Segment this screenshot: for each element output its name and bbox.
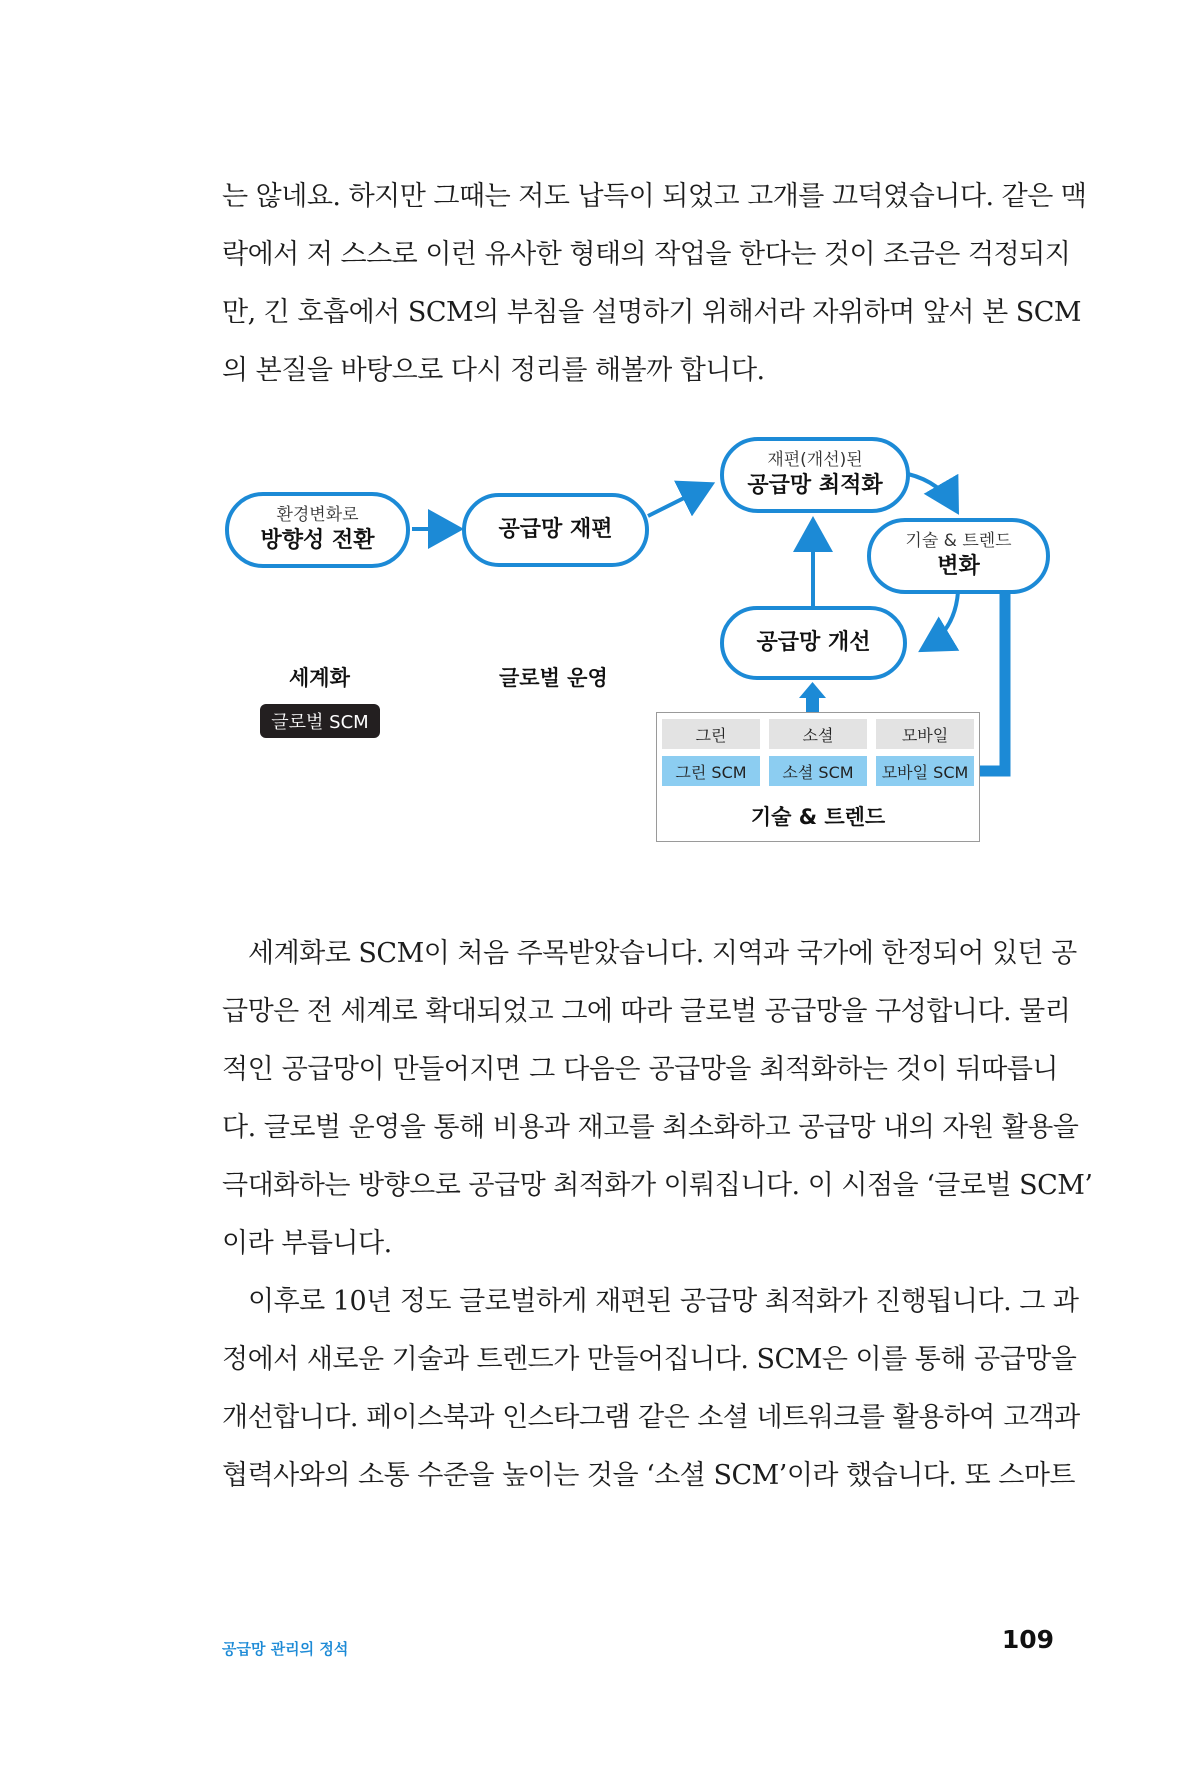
connector-trend-to-change (980, 594, 1005, 771)
node-big-text: 방향성 전환 (260, 528, 375, 553)
trend-cell-mobile-scm: 모바일 SCM (876, 756, 974, 786)
text-line: 는 않네요. 하지만 그때는 저도 납득이 되었고 고개를 끄덕였습니다. 같은 맥 (222, 181, 1087, 212)
node-big-text: 공급망 재편 (498, 517, 613, 542)
text-line: 의 본질을 바탕으로 다시 정리를 해볼까 합니다. (222, 355, 765, 386)
page-number: 109 (1001, 1625, 1054, 1654)
text-line: 개선합니다. 페이스북과 인스타그램 같은 소셜 네트워크를 활용하여 고객과 (222, 1402, 1080, 1433)
label-globalization: 세계화 (289, 666, 350, 690)
tech-trend-box (656, 712, 980, 842)
trend-box-title: 기술 & 트렌드 (750, 805, 886, 829)
label-global-operation: 글로벌 운영 (499, 666, 608, 690)
arrow-trend-to-improve-shaft (806, 694, 819, 712)
node-small-text: 재편(개선)된 (767, 450, 863, 470)
node-big-text: 공급망 최적화 (747, 473, 883, 498)
text-line: 만, 긴 호흡에서 SCM의 부침을 설명하기 위해서라 자위하며 앞서 본 SCM (222, 297, 1082, 328)
paragraph-top (222, 168, 1087, 400)
tag-global-scm: 글로벌 SCM (260, 704, 380, 738)
text-line: 다. 글로벌 운영을 통해 비용과 재고를 최소화하고 공급망 내의 자원 활용을 (222, 1112, 1079, 1143)
text-line: 이라 부릅니다. (222, 1228, 392, 1259)
text-line: 협력사와의 소통 수준을 높이는 것을 ‘소셜 SCM’이라 했습니다. 또 스마트 (222, 1460, 1076, 1491)
node-direction-change (225, 492, 410, 568)
node-big-text: 변화 (937, 554, 980, 579)
arrow-trend-to-improve-head (799, 682, 826, 698)
footer-book-title: 공급망 관리의 정석 (222, 1640, 349, 1658)
trend-cell-green: 그린 (662, 719, 760, 749)
paragraph-bottom-2 (222, 1273, 1080, 1505)
node-small-text: 기술 & 트렌드 (905, 531, 1012, 551)
trend-cell-mobile: 모바일 (876, 719, 974, 749)
trend-cell-social-scm: 소셜 SCM (769, 756, 867, 786)
paragraph-bottom-1 (222, 925, 1093, 1273)
text-line: 적인 공급망이 만들어지면 그 다음은 공급망을 최적화하는 것이 뒤따릅니 (222, 1054, 1058, 1085)
text-line: 정에서 새로운 기술과 트렌드가 만들어집니다. SCM은 이를 통해 공급망을 (222, 1344, 1077, 1375)
arrow-optimize-to-change (908, 474, 955, 508)
text-line: 극대화하는 방향으로 공급망 최적화가 이뤄집니다. 이 시점을 ‘글로벌 SCM’ (222, 1170, 1093, 1201)
text-line: 세계화로 SCM이 처음 주목받았습니다. 지역과 국가에 한정되어 있던 공 (248, 938, 1077, 969)
node-supply-chain-reorg (462, 493, 649, 567)
text-line: 이후로 10년 정도 글로벌하게 재편된 공급망 최적화가 진행됩니다. 그 과 (248, 1286, 1079, 1317)
node-supply-chain-optimize (720, 437, 910, 513)
node-supply-chain-improve (720, 606, 907, 680)
node-small-text: 환경변화로 (276, 505, 359, 525)
text-line: 급망은 전 세계로 확대되었고 그에 따라 글로벌 공급망을 구성합니다. 물리 (222, 996, 1071, 1027)
node-tech-trend-change (867, 518, 1050, 594)
text-line: 락에서 저 스스로 이런 유사한 형태의 작업을 한다는 것이 조금은 걱정되지 (222, 239, 1071, 270)
arrow-reorg-to-optimize (648, 486, 708, 516)
trend-cell-green-scm: 그린 SCM (662, 756, 760, 786)
node-big-text: 공급망 개선 (756, 630, 871, 655)
arrow-change-to-improve (925, 592, 958, 648)
trend-cell-social: 소셜 (769, 719, 867, 749)
